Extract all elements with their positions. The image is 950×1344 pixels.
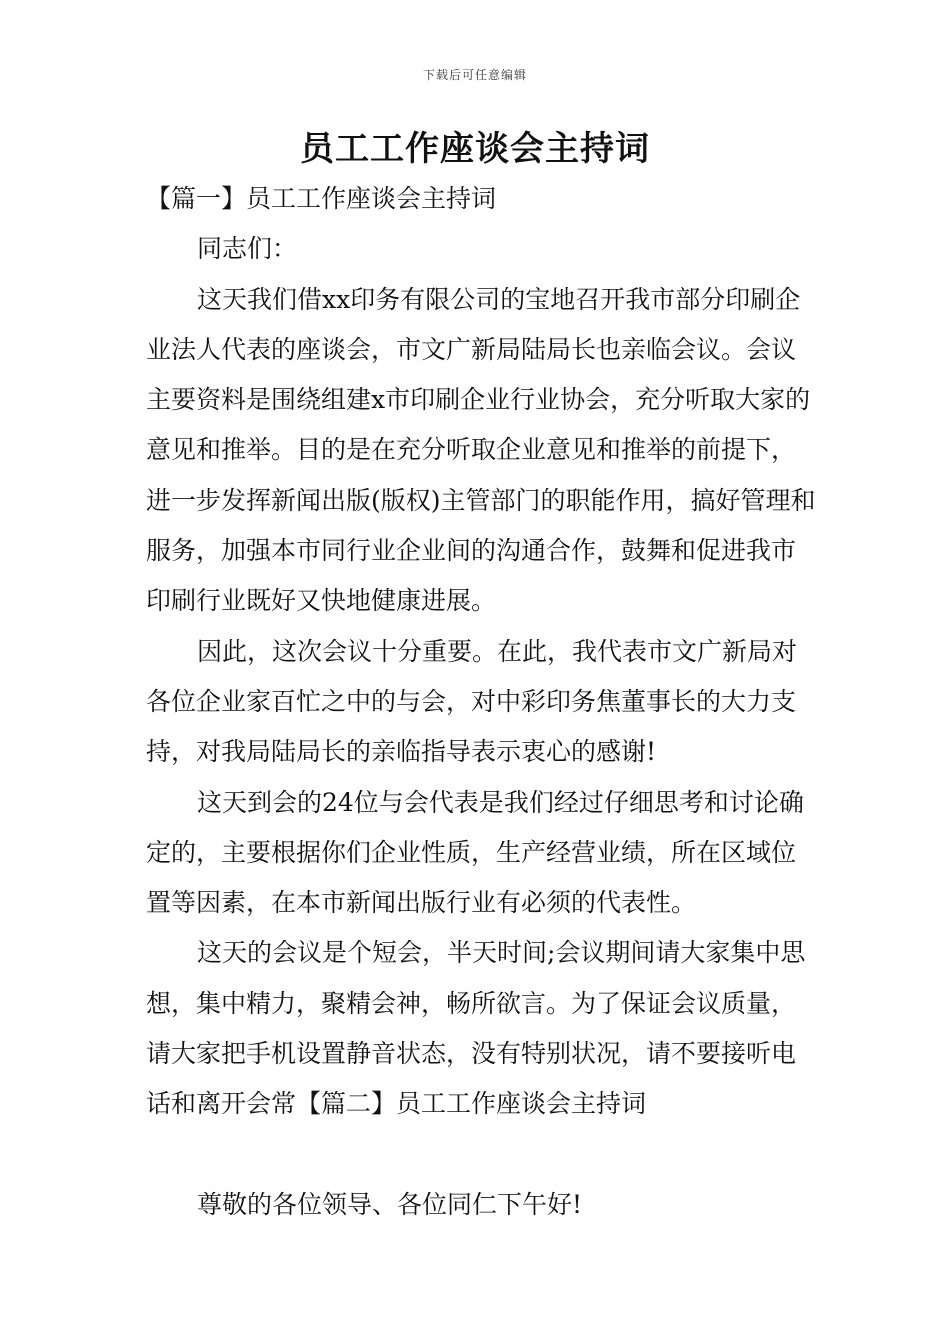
header-note: 下载后可任意编辑 — [422, 68, 527, 82]
document-body — [146, 174, 816, 1230]
paragraph-gap — [146, 1130, 816, 1180]
body-paragraph: 这天我们借xx印务有限公司的宝地召开我市部分印刷企业法人代表的座谈会，市文广新局陆局长也亲临会议。会议主要资料是围绕组建x市印刷企业行业协会，充分听取大家的意见和推举。目的是在充分听取企业意见和推举的前提下，进一步发挥新闻出版(版权)主管部门的职能作用，搞好管理和服务，加强本市同行业企业间的沟通合作，鼓舞和促进我市印刷行业既好又快地健康进展。 — [146, 284, 816, 616]
body-paragraph: 因此，这次会议十分重要。在此，我代表市文广新局对各位企业家百忙之中的与会，对中彩印务焦董事长的大力支持，对我局陆局长的亲临指导表示衷心的感谢! — [146, 636, 798, 767]
body-paragraph: 这天的会议是个短会，半天时间;会议期间请大家集中思想，集中精力，聚精会神，畅所欲言。为了保证会议质量，请大家把手机设置静音状态，没有特别状况，请不要接听电话和离开会常【篇二】员工工作座谈会主持词 — [146, 938, 806, 1119]
section-heading: 【篇一】员工工作座谈会主持词 — [146, 184, 497, 213]
document-title: 员工工作座谈会主持词 — [300, 129, 650, 169]
salutation: 尊敬的各位领导、各位同仁下午好! — [197, 1189, 583, 1219]
body-paragraph: 这天到会的24位与会代表是我们经过仔细思考和讨论确定的，主要根据你们企业性质，生产经营业绩，所在区域位置等因素，在本市新闻出版行业有必须的代表性。 — [146, 787, 804, 918]
salutation: 同志们： — [197, 234, 298, 264]
